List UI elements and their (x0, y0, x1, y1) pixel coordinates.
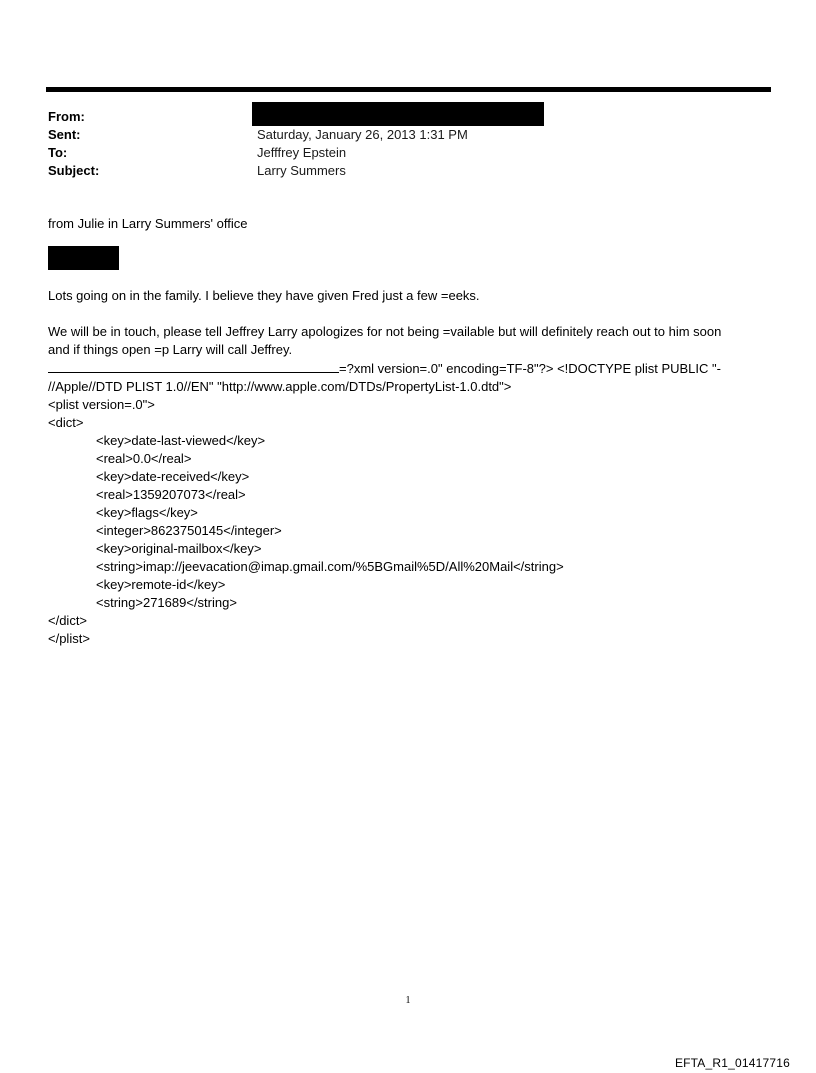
sent-row (48, 126, 768, 144)
plist-block (48, 360, 768, 648)
bates-number: EFTA_R1_01417716 (674, 1056, 790, 1070)
top-rule (46, 87, 771, 92)
subject-row (48, 162, 768, 180)
plist-entry: <real>1359207073</real> (96, 487, 246, 502)
to-label: To: (48, 145, 68, 160)
plist-entry: <integer>8623750145</integer> (96, 523, 282, 538)
plist-close-tag: </plist> (48, 631, 90, 646)
xml-declaration-line (48, 360, 768, 378)
sent-label: Sent: (48, 127, 81, 142)
plist-entry: <string>imap://jeevacation@imap.gmail.com/%5BGmail%5D/All%20Mail</string> (96, 559, 564, 574)
plist-open-tag: <plist version=.0"> (48, 397, 155, 412)
xml-declaration: =?xml version=.0" encoding=TF-8"?> <!DOCTYPE plist PUBLIC "- (339, 361, 721, 376)
sent-value: Saturday, January 26, 2013 1:31 PM (257, 127, 468, 142)
paragraph-2 (48, 323, 768, 359)
plist-entry: <key>date-received</key> (96, 469, 250, 484)
underline-separator (48, 360, 339, 373)
to-value: Jefffrey Epstein (257, 145, 347, 160)
subject-value: Larry Summers (257, 163, 346, 178)
from-redaction-box (252, 102, 544, 126)
page-number: 1 (405, 995, 411, 1006)
dict-close-tag: </dict> (48, 613, 88, 628)
intro-line: from Julie in Larry Summers' office (48, 216, 248, 231)
plist-entry: <key>date-last-viewed</key> (96, 433, 266, 448)
plist-entry: <string>271689</string> (96, 595, 237, 610)
body-redaction-box (48, 246, 119, 270)
paragraph-2-line-2: and if things open =p Larry will call Jeffrey. (48, 342, 293, 357)
plist-entry: <key>remote-id</key> (96, 577, 226, 592)
subject-label: Subject: (48, 163, 100, 178)
dict-open-tag: <dict> (48, 415, 84, 430)
plist-entry: <real>0.0</real> (96, 451, 192, 466)
from-label: From: (48, 109, 85, 124)
paragraph-1: Lots going on in the family. I believe they have given Fred just a few =eeks. (48, 288, 480, 303)
paragraph-2-line-1: We will be in touch, please tell Jeffrey Larry apologizes for not being =vailable but will definitely reach out to him soon (48, 324, 722, 339)
doctype-continuation: //Apple//DTD PLIST 1.0//EN" "http://www.apple.com/DTDs/PropertyList-1.0.dtd"> (48, 379, 512, 394)
plist-entry: <key>flags</key> (96, 505, 198, 520)
to-row (48, 144, 768, 162)
plist-entry: <key>original-mailbox</key> (96, 541, 262, 556)
